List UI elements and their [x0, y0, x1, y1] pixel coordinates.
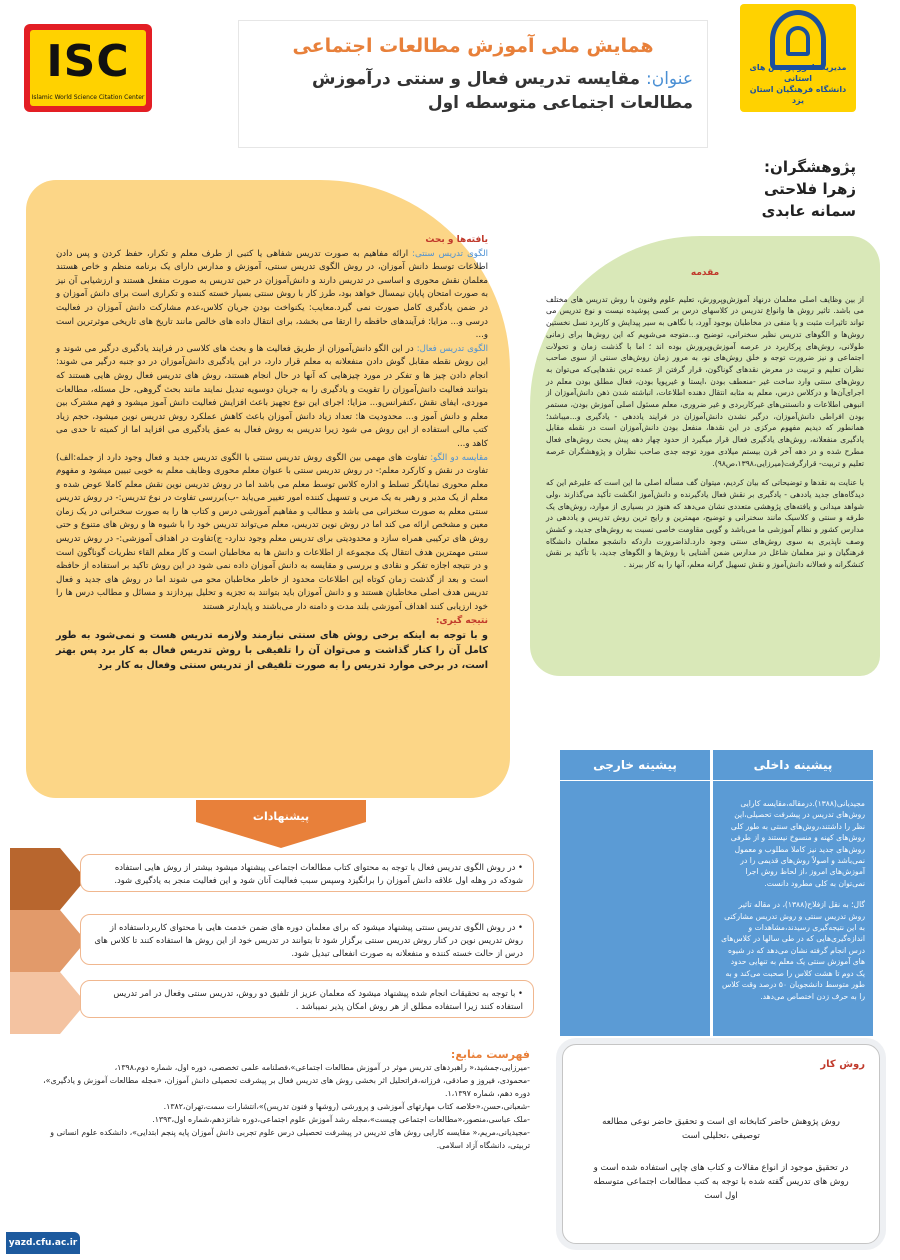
bullet-icon: • — [518, 988, 523, 998]
footer-url: yazd.cfu.ac.ir — [6, 1232, 80, 1254]
isc-logo-caption: Islamic World Science Citation Center — [31, 94, 145, 101]
chevron-icon — [10, 972, 86, 1034]
suggestions-title: پیشنهادات — [252, 810, 310, 823]
bullet-icon: • — [518, 862, 523, 872]
method-heading: روش کار — [820, 1059, 865, 1070]
subject-label: عنوان: — [646, 69, 693, 89]
introduction-paragraph: با عنایت به نقدها و توضیحاتی که بیان کردیم، میتوان گف مسأله اصلی ما این است که علیرغم این که دیدگاه‌های جدید یاددهی - یادگیری بر نقش فعال یادگیرنده و دانش‌آموز انگشت تأکید می‌گذارند ،ولی شواهد میدانی و یافته‌های پژوهشی متعددی نشان می‌دهد که هنوز در بسیاری از موارد، روش‌های یک طرفه و سنتی و کلاسیک مانند سخنرانی و توضیح، مهمترین و رایج ترین روش تدریس و یاددهی در مدارس کشور و نظام آموزشی ما می‌باشد و گویی مقاومت خاصی نسبت به روش‌های جدید، و کشش وصف ناپذیری به سوی روش‌های سنتی وجود دارد.لذاضرورت دارد‌که دانشجو معلمان دانشگاه فرهنگیان و نیز معلمان شاغل در مدارس ضمن آشنایی با روش‌ها و الگوهای جدید، با تأکید بر نقش کنشگرانه و فعالانه دانش‌آموز و نقش تسهیل گرانه معلم، آنها را به کار ببرند . — [546, 478, 864, 570]
conclusion-text: و با توجه به اینکه برخی روش های سنتی نیازمند ولازمه تدریس هست و نمی‌شود به طور کامل آن را کنار گذاشت و می‌توان آن را تلفیقی با روش تدریس فعال به کار برد پس بهتر است، در برخی موارد تدریس را به صورت تلفیقی از تدریس سنتی وفعال به کار برد — [56, 630, 488, 672]
reference-item: -ملک عباسی،منصور،«مطالعات اجتماعی چیست»،مجله رشد آموزش علوم اجتماعی،دوره شانزدهم،شماره اول،۱۳۹۳. — [152, 1115, 530, 1124]
suggestion-item: • در روش الگوی تدریس فعال با توجه به محتوای کتاب مطالعات اجتماعی پیشنهاد میشود بیشتر از روش هایی استفاده شودکه در وهله اول علاقه دانش آموزان را برانگیزد وسپس سبب فعالیت آنان شود و این فعالیت منجر به یادگیری شود. — [80, 854, 534, 892]
introduction-paragraph: از بین وظایف اصلی معلمان درنهاد آموزش‌وپرورش، تعلیم علوم وفنون با روش تدریس های مختلف می باشد. تاثیر روش ها وانواع تدریس در کلاسهای درس بر کسی پوشیده نیست و نوع تدریس می تواند تاثیرات مثبت و یا منفی در مخاطبان بوجود آورد، با نگاهی به سیر پیدایش و کاربرد نسل نخستین روش‌ها و الگوهای تدریس نظیر سخنرانی، توضیح و...متوجه می‌شویم که این روش‌ها برای زمانی طولانی، روش‌های پرکاربرد در عرصه آموزش‌وپرورش بوده اند ؛ اما با گذشت زمان و تحولات اجتماعی و نیز ضرورت توجه و خلق روش‌های نو، به مرور زمان روش‌های سنتی از سوی صاحب نظران تعلیم و تربیت در معرض نقدهای گوناگون، قرار گرفتن از عمده ترین نقدهایی‌که می‌توان به روش‌های سنتی وارد ساخت غیر -منعطف بودن ،ایستا و غیرپویا بودن، فعال مطلق بودن معلم در اجرای‌آن‌ها و درکلاس درس، معلم به مثابه انتقال دهنده اطلاعات، انباشته شدن ذهن دانش‌آموزان از انبوهی اطلاعات و دانستنی‌های غیرکاربردی و غیر ضروری، معلم مسئول اصلی آموزش بودن، مستمر بودن افراطی دانش‌آموزان، درگیر نشدن دانش‌آموزان در فرایند یاددهی - یادگیری و...میباشد؛ همانطور که دیدیم مفهوم مرکزی در این نقدها، منفعل بودن دانش‌آموزان است در نقطه مقابل یادگیری منفعلانه، روش‌های یادگیری فعال قرار میگیرد از حدود چهار دهه پیش بحث روش‌های فعال مطرح شده و در دهه آخر قرن بیستم میلادی مورد توجه جدی صاحب نظران و پژوهشگران عرصه تعلیم و تربیت- قرارگرفت(میرزایی،۱۳۹۸،ص۹۸). — [546, 294, 864, 468]
reference-item: -مجیدیانی،مریم،« مقایسه کارایی روش های تدریس در پیشرفت تحصیلی درس علوم تجربی دانش آموزان پایه پنجم ابتدایی»، دانشکده علوم انسانی و تربیتی، دانشگاه آزاد اسلامی. — [50, 1128, 530, 1150]
method-panel — [562, 1044, 880, 1244]
introduction-panel — [530, 236, 880, 676]
results-p3-label: مقایسه دو الگو: — [430, 452, 488, 463]
method-paragraph: روش پژوهش حاضر کتابخانه ای است و تحقیق حاضر نوعی مطالعه توصیفی ،تحلیلی است — [602, 1117, 840, 1141]
isc-logo-text: ISC — [46, 36, 130, 87]
introduction-heading: مقدمه — [690, 268, 720, 278]
internal-literature-panel — [713, 750, 873, 1036]
poster-subject — [253, 67, 693, 115]
results-paragraph: مقایسه دو الگو: تفاوت های مهمی بین الگوی روش تدریس سنتی با الگوی تدریس جدید و فعال وجود دارد از جمله:الف) تفاوت در نقش و کارکرد معلم:- در روش تدریس سنتی با عنوان معلم محوری وظایف معلم به خوبی تبیین میشود و مفهوم معلم محوری نمایانگر تسلط و اداره کلاس توسط معلم می باشد اما در روش تدریس نوین نقش معلم کاملا عوض شده و معلم از یک مدیر و رهبر به یک مربی و تسهیل کننده امور تغییر می‌یابد -ب)بررسی تفاوت در نوع تدریس:- در روش تدریس سنتی معلم به صورت سخنرانی می باشد و مطالب و مفاهیم آموزشی درس و کتاب ها را به صورت سخنرانی در یک زمان معین و مشخص ارائه می کند اما در روش نوین تدریس، معلم می‌تواند تدریس خود را با شیوه ها و روش های متنوع و حتی روش های ترکیبی همراه سازد و محدودیتی برای تدریس معلم وجود ندارد- ج)تفاوت در اهداف آموزشی:- در روش تدریس سنتی مهمترین هدف انتقال یک مجموعه از اطلاعات و دانش ها به مخاطبان است و کار معلم القاء نظریات گوناگون است و در نتیجه اجازه تفکر و نقادی و بررسی و مقایسه به دانش آموزان داده نمی شود در این روش تاکید بر استفاده از حافظه است و بعد از گذشت زمان کوتاه این اطلاعات محدود از خاطر مخاطبان محو می شوند اما در روش های جدید و فعال تدریس هدف اصلی مخاطبان هستند و و دانش آموزان باید بتوانند به تجزیه و تحلیل بپردازند و مسائل و مطالب درس ها را خود ارزیابی کنند اهداف آموزشی بلند مدت و دامنه دار می‌باشند و پایدارتر هستند — [56, 452, 488, 613]
researcher-name: سمانه عابدی — [761, 202, 856, 220]
results-p2-label: الگوی تدریس فعال: — [416, 343, 489, 354]
results-panel — [26, 180, 510, 798]
suggestion-item: • با توجه به تحقیقات انجام شده پیشنهاد میشود که معلمان عزیز از تلفیق دو روش، تدریس سنتی وفعال در امر تدریس استفاده کنند زیرا استفاده مطلق از هر روش امکان پذیر نمیباشد . — [80, 980, 534, 1018]
divider — [560, 780, 710, 781]
external-literature-panel — [560, 750, 710, 1036]
title-panel — [238, 20, 708, 148]
researcher-name: زهرا فلاحتی — [763, 180, 856, 198]
suggestion-item: • در روش الگوی تدریس سنتی پیشنهاد میشود که برای معلمان دوره های ضمن خدمت هایی با محتوای کاربرد‌استفاده از روش تدریس نوین در کنار روش تدریس سنتی برگزار شود تا بتوانند در تدریس خود از این روش ها استفاده کنند تا کلاس های درس از حالت خسته کننده و منفعلانه به صورت انفعالی تبدیل شود. — [80, 914, 534, 965]
results-heading: یافته‌ها و بحث — [425, 235, 488, 245]
suggestions-list — [0, 848, 523, 1038]
conference-title: همایش ملی آموزش مطالعات اجتماعی — [292, 35, 654, 57]
external-literature-title: پیشینه خارجی — [593, 758, 677, 772]
university-logo — [740, 4, 856, 112]
references-block — [30, 1048, 530, 1152]
isc-logo — [24, 24, 152, 112]
results-paragraph: الگوی تدریس فعال: در این الگو دانش‌آموزان از طریق فعالیت ها و بحث های کلاسی در فرایند یادگیری درگیر می شوند و این روش نقطه مقابل گوش دادن منفعلانه به معلم قرار دارد، در این یادگیری دانش‌آموزان در دو جنبه درگیر می شوند: انجام دادن چیز ها و تفکر در مورد چیزهایی که آنها در حال انجام هستند، روش های تدریس فعال روش هایی هستند که بتوانند فعالیت دانش‌آموزان را تقویت و یادگیری را به جریان دوسویه تبدیل نمایند مانند بحث گروهی، حل مسئله، مطالعات موردی، ایفای نقش ،کنفرانس‌و... مزایا: اجرای این نوع تجهیز باعث افزایش فعالیت دانش آموز میشود و فهم مشترک بین معلم و دانش آموز و... محدودیت ها: تعداد زیاد دانش آموزان باعث کاهش عملکرد روش تدریس نوین میشود، حجم زیاد کتب مالی استفاده از این روش می شود زیرا تدریس به روش فعال به عمق یادگیری می افزاید اما از کمیته تا حدی می کاهد و... — [56, 343, 489, 449]
reference-item: -میرزایی،جمشید،« راهبردهای تدریس موثر در آموزش مطالعات اجتماعی»،فصلنامه علمی تخصصی، دوره اول، شماره دوم،۱۳۹۸، — [114, 1063, 530, 1072]
reference-item: -شعبانی،حسن،«خلاصه کتاب مهارتهای آموزشی و پرورشی (روشها و فنون تدریس)»،انتشارات سمت،تهران،۱۳۸۲. — [163, 1102, 530, 1111]
subject-text: مقایسه تدریس فعال و سنتی درآموزش مطالعات اجتماعی متوسطه اول — [311, 69, 693, 113]
researchers-block — [620, 156, 856, 222]
suggestions-arrow-icon — [196, 800, 366, 848]
chevron-icon — [10, 848, 86, 910]
university-emblem-inner-icon — [786, 26, 810, 56]
university-logo-caption: مدیریت امور پردیس های استانی دانشگاه فرهنگیان استان یزد — [749, 63, 847, 105]
references-heading: فهرست منابع: — [450, 1048, 530, 1061]
literature-paragraph: مجیدیانی(۱۳۸۸).درمقاله،مقایسه کارایی روش‌های تدریس در پیشرفت تحصیلی،این نظر را داشتند،روش‌های سنتی به طور کلی روش‌های کهنه و منسوخ نیستند و از طرفی روش‌های جدید نیز کاملا مطلوب و معمول نمی‌باشد و اصولاً روش‌های قدیمی را در آموزش‌های امروز ،از لحاظ روش اجرا نمی‌توان به کلی مطرود دانست. — [730, 799, 865, 888]
reference-item: -محمودی، فیروز و صادقی، فرزانه،فراتحلیل اثر بخشی روش های تدریس فعال بر پیشرفت تحصیلی دانش آموزان، «مجله مطالعات آموزش و یادگیری»، دوره دهم، شماره ۱،۱۳۹۷. — [43, 1076, 530, 1098]
conclusion-heading: نتیجه گیری: — [435, 615, 488, 626]
researchers-label: پژوهشگران: — [764, 158, 856, 176]
literature-paragraph: گال؛ به نقل ازفلاح(۱۳۸۸)، در مقاله تاثیر روش تدریس سنتی و روش تدریس مشارکتی به این نتیجه‌گیری رسیدند،مشاهدات و اندازه‌گیری‌هایی که در طی سالها در کلاس‌های درس انجام گرفته نشان می‌دهد که در شیوه های آموزش سنتی یک معلم به تنهایی حدود یک دوم تا هشت کلاس را صحبت می‌کند و به طور متوسط دانشجویان ۵۰ درصد وقت کلاس را به حرف زدن اختصاص می‌دهد. — [721, 900, 865, 1001]
bullet-icon: • — [518, 922, 523, 932]
results-paragraph: الگوی تدریس سنتی: ارائه مفاهیم به صورت تدریس شفاهی یا کتبی از طرف معلم و تکرار، حفظ کردن و پس دادن اطلاعات توسط دانش آموزان، در روش الگوی تدریس سنتی، آموزش و مدارس دارای یک برنامه منظم و خاص هستند معلمان نقش محوری و اساسی در تدریس دارند و دانش‌آموزان در حین تدریس به صورت منفعل هستند و ارزشیابی آن نیز به صورت امتحان پایان نیمسال خواهد بود، طرز کار با روش سنتی بسیار خسته کننده و تکراری است برای دانش آموزان و در ضمن یادگیری کامل صورت نمی گیرد.معایب: یکنواخت بودن جریان کلاس،عدم مشارکت دانش آموزان در فعالیت درسی و... مزایا: فرآیندهای حافظه را ارتقا می بخشد، برای انتقال داده های خالص مانند تاریخ های تاریخی موثرترین است و... — [56, 248, 488, 341]
chevron-icon — [10, 910, 86, 972]
internal-literature-title: پیشینه داخلی — [753, 758, 833, 772]
method-paragraph: در تحقیق موجود از انواع مقالات و کتاب های چاپی استفاده شده است و روش های تدریس گفته شده با توجه به کتب مطالعات اجتماعی متوسطه اول است — [593, 1163, 849, 1201]
divider — [713, 780, 873, 781]
results-p1-label: الگوی تدریس سنتی: — [412, 248, 488, 259]
